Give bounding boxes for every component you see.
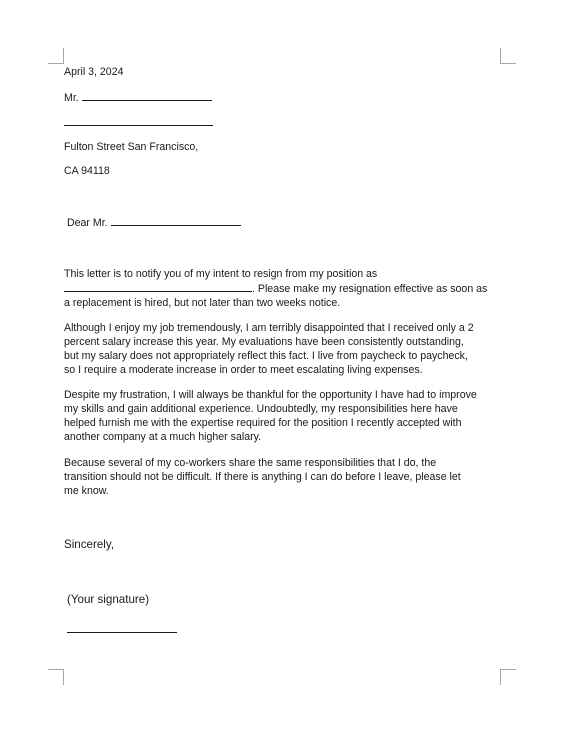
- paragraph-salary-line-2: percent salary increase this year. My evaluations have been consistently outstanding,: [64, 336, 464, 348]
- page-corner-top-right: [500, 48, 516, 64]
- paragraph-gratitude-line-1: Despite my frustration, I will always be thankful for the opportunity I have had to improve: [64, 389, 477, 401]
- signature-placeholder: (Your signature): [67, 593, 150, 606]
- address-line-2: CA 94118: [64, 165, 110, 177]
- paragraph-gratitude: [64, 388, 504, 444]
- paragraph-gratitude-line-4: another company at a much higher salary.: [64, 431, 262, 443]
- closing: Sincerely,: [64, 538, 115, 551]
- salutation: Dear Mr.: [67, 217, 108, 229]
- position-blank[interactable]: [64, 281, 252, 292]
- paragraph-gratitude-line-3: helped furnish me with the expertise required for the position I recently accepted with: [64, 417, 462, 429]
- paragraph-salary-line-4: so I require a moderate increase in order to meet escalating living expenses.: [64, 364, 423, 376]
- recipient-line: [64, 90, 212, 105]
- paragraph-gratitude-line-2: my skills and gain additional experience. Undoubtedly, my responsibilities here have: [64, 403, 458, 415]
- letter-date: April 3, 2024: [64, 66, 124, 78]
- paragraph-notice-line-2-tail: . Please make my resignation effective as soon as: [252, 283, 488, 295]
- recipient-address-blank[interactable]: [64, 125, 213, 126]
- paragraph-transition-line-1: Because several of my co-workers share the same responsibilities that I do, the: [64, 457, 437, 469]
- recipient-name-blank[interactable]: [82, 90, 212, 101]
- paragraph-notice-line-2: [64, 281, 504, 296]
- paragraph-salary: [64, 321, 504, 377]
- paragraph-transition-line-2: transition should not be difficult. If there is anything I can do before I leave, please let: [64, 471, 461, 483]
- address-line-1: Fulton Street San Francisco,: [64, 141, 199, 153]
- salutation-line: [67, 215, 241, 230]
- paragraph-notice-line-1: This letter is to notify you of my intent to resign from my position as: [64, 268, 378, 280]
- paragraph-transition: [64, 456, 504, 498]
- paragraph-notice: [64, 267, 504, 310]
- salutation-name-blank[interactable]: [111, 215, 241, 226]
- paragraph-salary-line-1: Although I enjoy my job tremendously, I am terribly disappointed that I received only a 2: [64, 322, 474, 334]
- paragraph-transition-line-3: me know.: [64, 485, 109, 497]
- signature-line[interactable]: [67, 632, 177, 633]
- paragraph-salary-line-3: but my salary does not appropriately reflect this fact. I live from paycheck to paycheck,: [64, 350, 468, 362]
- recipient-prefix: Mr.: [64, 92, 79, 104]
- page-corner-bottom-left: [48, 669, 64, 685]
- page-corner-bottom-right: [500, 669, 516, 685]
- paragraph-notice-line-3: a replacement is hired, but not later than two weeks notice.: [64, 297, 341, 309]
- page-corner-top-left: [48, 48, 64, 64]
